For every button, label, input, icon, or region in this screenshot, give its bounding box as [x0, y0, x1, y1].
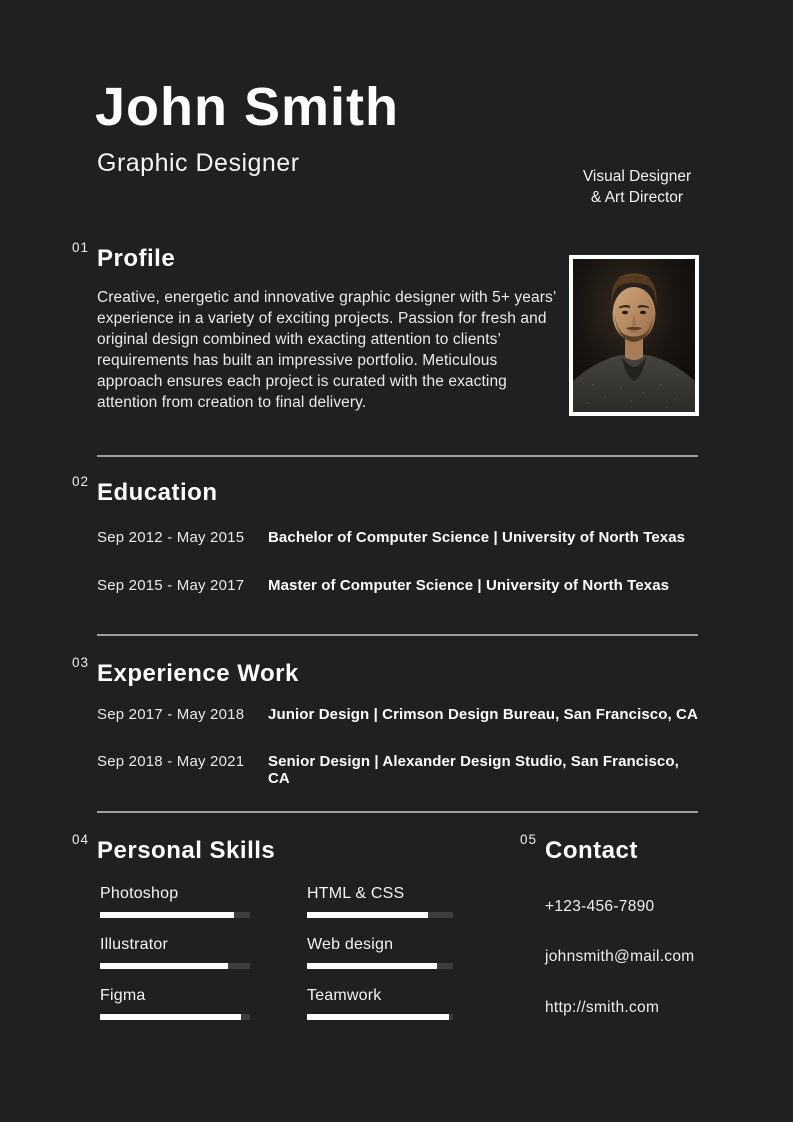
skill-bar-fill [100, 1014, 241, 1020]
experience-section-title: Experience Work [97, 660, 299, 687]
profile-section-number: 01 [72, 240, 90, 255]
contact-section-title: Contact [545, 837, 638, 864]
skill-bar-track [100, 1014, 250, 1020]
skill-bar-track [307, 912, 453, 918]
contact-email[interactable]: johnsmith@mail.com [545, 948, 695, 965]
skills-section-heading [72, 832, 276, 867]
skill-item [307, 987, 453, 1020]
education-section-heading [72, 474, 218, 509]
education-description: Master of Computer Science | University of North Texas [268, 577, 670, 594]
education-row [97, 529, 698, 546]
education-dates: Sep 2012 - May 2015 [97, 529, 245, 546]
skill-item [307, 936, 453, 969]
skills-section-number: 04 [72, 832, 90, 847]
contact-section-heading [520, 832, 638, 867]
skill-bar-fill [100, 963, 228, 969]
skills-section-title: Personal Skills [97, 837, 276, 864]
skill-label: Web design [307, 936, 394, 953]
job-title: Graphic Designer [97, 149, 300, 177]
skill-bar-track [307, 963, 453, 969]
skill-label: Teamwork [307, 987, 382, 1004]
divider-line [97, 811, 698, 813]
tagline-line-2: & Art Director [590, 189, 684, 206]
skill-bar-track [100, 963, 250, 969]
skill-bar-fill [100, 912, 234, 918]
education-section-number: 02 [72, 474, 90, 489]
education-dates: Sep 2015 - May 2017 [97, 577, 245, 594]
contact-section-number: 05 [520, 832, 538, 847]
skill-item [100, 936, 250, 969]
skill-bar-track [100, 912, 250, 918]
profile-photo [569, 255, 699, 416]
education-row [97, 577, 698, 594]
skill-bar-track [307, 1014, 453, 1020]
profile-section-heading [72, 240, 176, 275]
skill-item [100, 885, 250, 918]
experience-dates: Sep 2018 - May 2021 [97, 753, 245, 770]
experience-row [97, 706, 698, 723]
divider-line [97, 455, 698, 457]
skill-bar-fill [307, 912, 428, 918]
contact-website[interactable]: http://smith.com [545, 999, 660, 1016]
skill-label: Figma [100, 987, 146, 1004]
skill-item [100, 987, 250, 1020]
profile-section-title: Profile [97, 245, 176, 272]
skill-label: HTML & CSS [307, 885, 405, 902]
experience-description: Senior Design | Alexander Design Studio, San Francisco, CA [268, 753, 679, 787]
divider-line [97, 634, 698, 636]
experience-row [97, 753, 698, 787]
skill-item [307, 885, 453, 918]
education-section-title: Education [97, 479, 218, 506]
contact-phone[interactable]: +123-456-7890 [545, 898, 655, 915]
experience-section-heading [72, 655, 299, 690]
profile-summary-text: Creative, energetic and innovative graphic designer with 5+ years’ experience in a variety of exciting projects. Passion for fresh and original design combined with exacting attention to clients’ requirements has built an impressive portfolio. Meticulous approach ensures each project is curated with the exacting attention from creation to final delivery. [97, 289, 556, 411]
experience-description: Junior Design | Crimson Design Bureau, San Francisco, CA [268, 706, 698, 723]
skill-label: Illustrator [100, 936, 168, 953]
skill-label: Photoshop [100, 885, 179, 902]
experience-section-number: 03 [72, 655, 90, 670]
skill-bar-fill [307, 963, 437, 969]
tagline-line-1: Visual Designer [582, 168, 692, 185]
tagline [561, 166, 713, 208]
person-name: John Smith [95, 77, 399, 137]
skill-bar-fill [307, 1014, 449, 1020]
experience-dates: Sep 2017 - May 2018 [97, 706, 245, 723]
education-description: Bachelor of Computer Science | University of North Texas [268, 529, 686, 546]
portrait-illustration [573, 259, 695, 412]
